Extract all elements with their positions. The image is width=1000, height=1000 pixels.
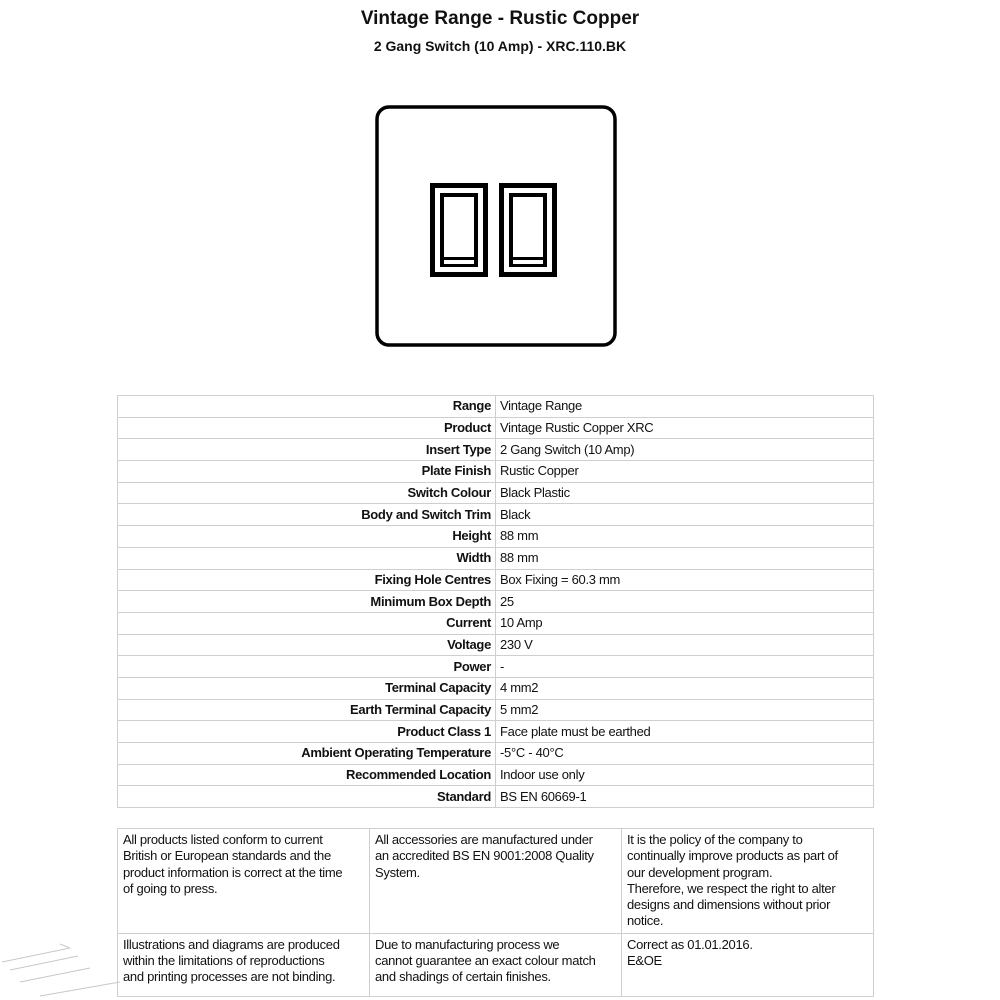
- note-line: and printing processes are not binding.: [123, 969, 336, 985]
- spec-row: [118, 569, 874, 591]
- face-plate-outline: [377, 107, 615, 345]
- note-line: of going to press.: [123, 880, 218, 896]
- spec-value: 10 Amp: [496, 612, 874, 634]
- spec-row: [118, 721, 874, 743]
- spec-label: Insert Type: [118, 439, 496, 461]
- spec-row: [118, 417, 874, 439]
- note-line: It is the policy of the company to: [627, 832, 803, 847]
- spec-row: [118, 699, 874, 721]
- spec-value: 88 mm: [496, 547, 874, 569]
- spec-row: [118, 482, 874, 504]
- switch-plate-drawing: [370, 100, 622, 352]
- spec-value: Rustic Copper: [496, 461, 874, 483]
- note-line: and shadings of certain finishes.: [375, 969, 551, 985]
- notes-row: [118, 829, 874, 934]
- notes-table: [117, 828, 874, 997]
- note-line: an accredited BS EN 9001:2008 Quality: [375, 848, 594, 864]
- spec-value: 25: [496, 591, 874, 613]
- spec-value: 5 mm2: [496, 699, 874, 721]
- note-colour-match: [370, 933, 622, 996]
- spec-label: Width: [118, 547, 496, 569]
- note-manufacturing-quality: [370, 829, 622, 934]
- spec-row: [118, 677, 874, 699]
- spec-label: Power: [118, 656, 496, 678]
- rocker-switch-right: [499, 183, 557, 277]
- notes-row: [118, 933, 874, 996]
- note-line: British or European standards and the: [123, 848, 331, 864]
- spec-value: -: [496, 656, 874, 678]
- spec-label: Range: [118, 396, 496, 418]
- spec-row: [118, 656, 874, 678]
- note-line: Therefore, we respect the right to alter: [627, 880, 836, 896]
- note-illustrations: [118, 933, 370, 996]
- spec-row: [118, 504, 874, 526]
- spec-value: BS EN 60669-1: [496, 786, 874, 808]
- spec-label: Earth Terminal Capacity: [118, 699, 496, 721]
- spec-row: [118, 764, 874, 786]
- spec-row: [118, 526, 874, 548]
- page-title: Vintage Range - Rustic Copper: [360, 8, 640, 29]
- note-correct-as: [622, 933, 874, 996]
- note-line: within the limitations of reproductions: [123, 953, 325, 969]
- note-line: continually improve products as part of: [627, 848, 838, 864]
- specification-table: [117, 395, 874, 808]
- spec-label: Height: [118, 526, 496, 548]
- scan-mark-decoration: [0, 930, 130, 1000]
- spec-value: 88 mm: [496, 526, 874, 548]
- spec-label: Product Class 1: [118, 721, 496, 743]
- spec-label: Standard: [118, 786, 496, 808]
- spec-label: Minimum Box Depth: [118, 591, 496, 613]
- spec-row: [118, 612, 874, 634]
- rocker-switch-left: [430, 183, 488, 277]
- spec-label: Plate Finish: [118, 461, 496, 483]
- spec-value: Face plate must be earthed: [496, 721, 874, 743]
- note-line: product information is correct at the time: [123, 864, 343, 880]
- spec-row: [118, 439, 874, 461]
- note-line: designs and dimensions without prior: [627, 897, 831, 913]
- spec-row: [118, 396, 874, 418]
- note-improvement-policy: [622, 829, 874, 934]
- note-line: All products listed conform to current: [123, 832, 323, 847]
- spec-label: Switch Colour: [118, 482, 496, 504]
- spec-label: Ambient Operating Temperature: [118, 743, 496, 765]
- spec-label: Recommended Location: [118, 764, 496, 786]
- spec-value: Vintage Range: [496, 396, 874, 418]
- note-line: Illustrations and diagrams are produced: [123, 936, 340, 952]
- spec-label: Voltage: [118, 634, 496, 656]
- note-line: System.: [375, 864, 420, 880]
- spec-value: Box Fixing = 60.3 mm: [496, 569, 874, 591]
- spec-label: Current: [118, 612, 496, 634]
- note-line: E&OE: [627, 953, 662, 969]
- spec-row: [118, 743, 874, 765]
- note-line: Due to manufacturing process we: [375, 936, 560, 952]
- spec-value: -5°C - 40°C: [496, 743, 874, 765]
- spec-label: Fixing Hole Centres: [118, 569, 496, 591]
- spec-row: [118, 634, 874, 656]
- spec-value: 230 V: [496, 634, 874, 656]
- spec-value: Black: [496, 504, 874, 526]
- note-line: All accessories are manufactured under: [375, 832, 593, 847]
- spec-value: 4 mm2: [496, 677, 874, 699]
- spec-row: [118, 461, 874, 483]
- spec-row: [118, 786, 874, 808]
- note-conformity: [118, 829, 370, 934]
- note-line: our development program.: [627, 864, 773, 880]
- note-line: cannot guarantee an exact colour match: [375, 953, 596, 969]
- spec-value: Indoor use only: [496, 764, 874, 786]
- spec-row: [118, 547, 874, 569]
- spec-label: Terminal Capacity: [118, 677, 496, 699]
- spec-value: Vintage Rustic Copper XRC: [496, 417, 874, 439]
- spec-label: Body and Switch Trim: [118, 504, 496, 526]
- spec-label: Product: [118, 417, 496, 439]
- note-line: Correct as 01.01.2016.: [627, 936, 753, 952]
- spec-value: 2 Gang Switch (10 Amp): [496, 439, 874, 461]
- page-subtitle: 2 Gang Switch (10 Amp) - XRC.110.BK: [373, 38, 627, 54]
- spec-value: Black Plastic: [496, 482, 874, 504]
- spec-row: [118, 591, 874, 613]
- note-line: notice.: [627, 913, 664, 929]
